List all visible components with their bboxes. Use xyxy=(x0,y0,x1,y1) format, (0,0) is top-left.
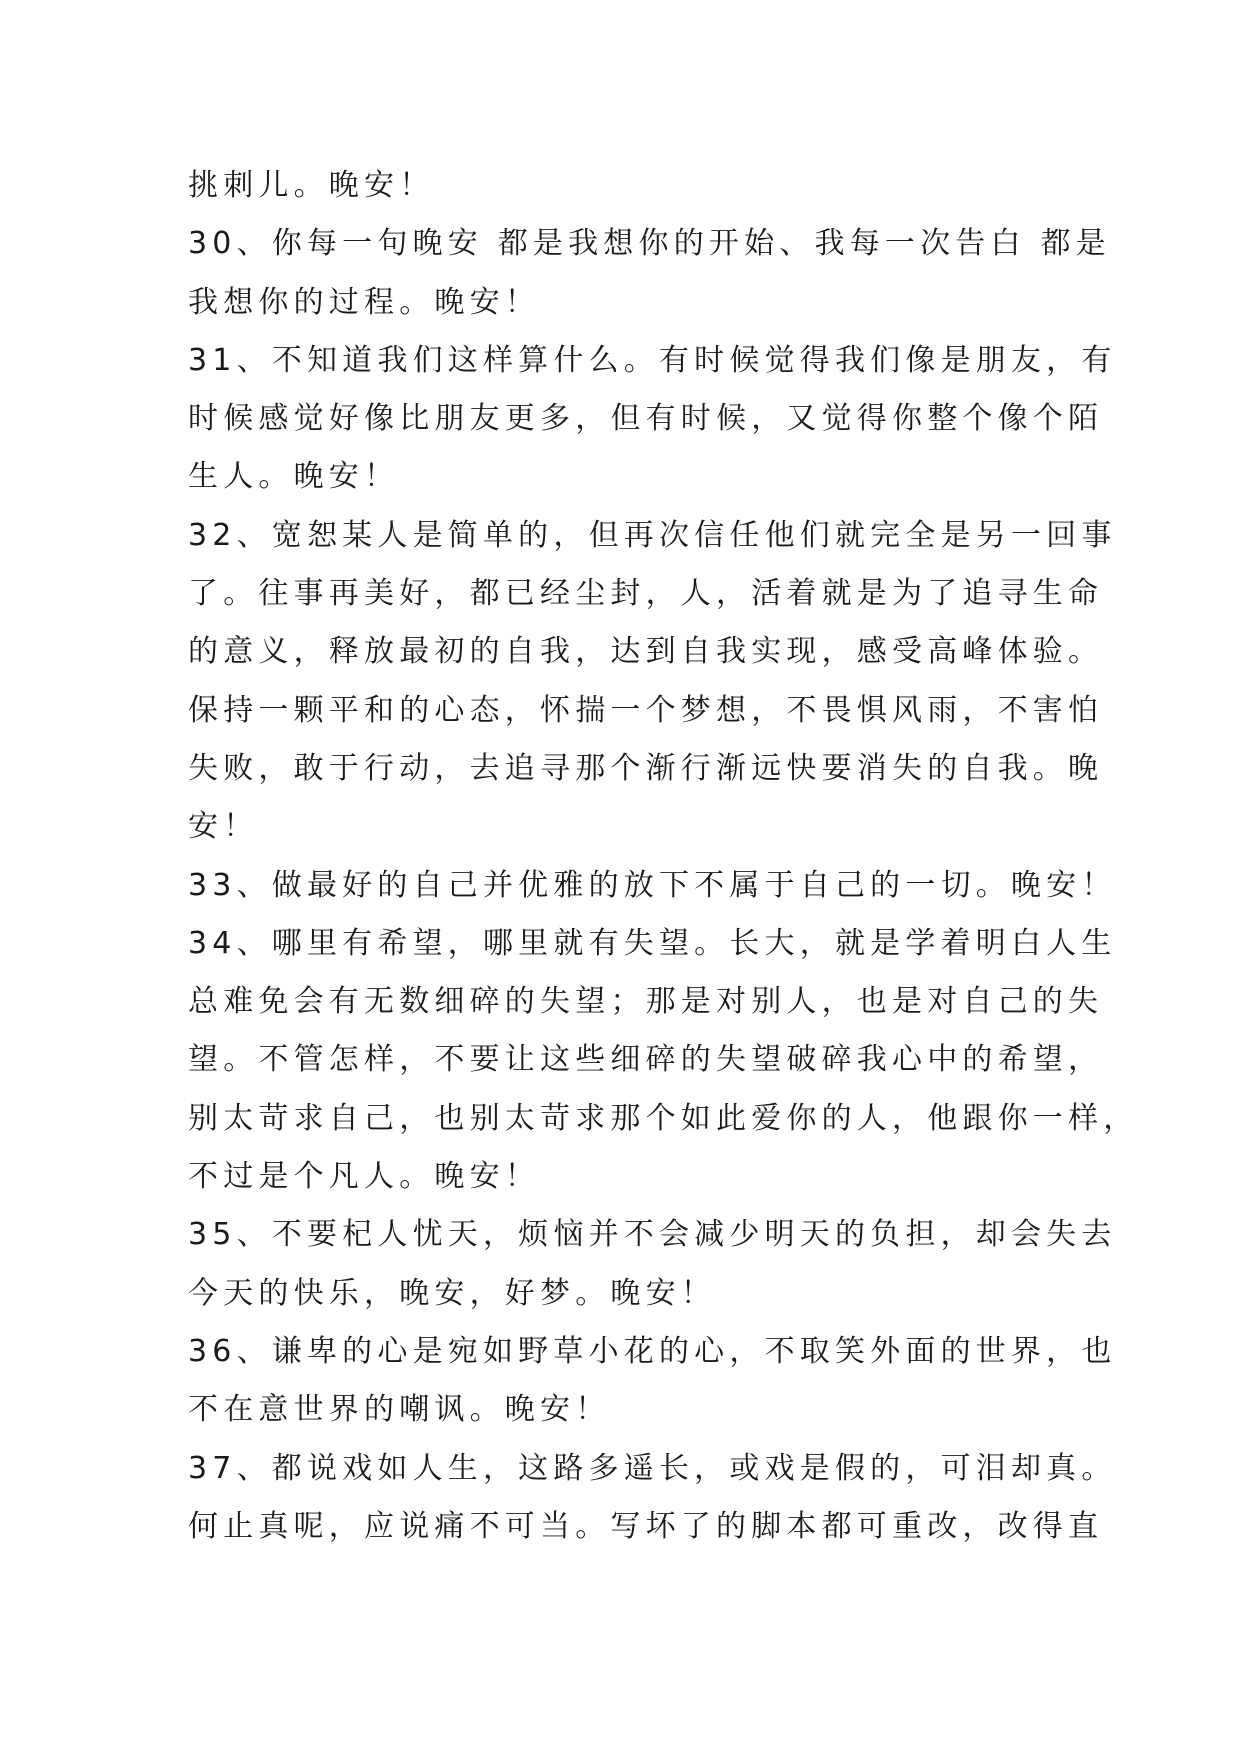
document-body xyxy=(188,157,1139,1556)
text-line: 31、不知道我们这样算什么。有时候觉得我们像是朋友，有 xyxy=(188,342,1117,378)
text-line: 35、不要杞人忧天，烦恼并不会减少明天的负担，却会失去 xyxy=(188,1217,1117,1253)
text-line: 总难免会有无数细碎的失望；那是对别人，也是对自己的失 xyxy=(188,984,1104,1020)
text-line: 37、都说戏如人生，这路多遥长，或戏是假的，可泪却真。 xyxy=(188,1450,1117,1486)
text-line: 34、哪里有希望，哪里就有失望。长大，就是学着明白人生 xyxy=(188,925,1117,961)
text-line: 我想你的过程。晚安！ xyxy=(188,284,540,320)
text-line: 生人。晚安！ xyxy=(188,459,400,495)
text-line: 不过是个凡人。晚安！ xyxy=(188,1159,540,1195)
text-line: 33、做最好的自己并优雅的放下不属于自己的一切。晚安！ xyxy=(188,867,1117,903)
text-line: 别太苛求自己，也别太苛求那个如此爱你的人，他跟你一样， xyxy=(188,1100,1139,1136)
text-line: 挑刺儿。晚安！ xyxy=(188,168,435,203)
text-line: 了。往事再美好，都已经尘封，人，活着就是为了追寻生命 xyxy=(188,576,1104,612)
text-line: 30、你每一句晚安 都是我想你的开始、我每一次告白 都是 xyxy=(188,226,1111,262)
text-line: 何止真呢，应说痛不可当。写坏了的脚本都可重改，改得直 xyxy=(188,1508,1104,1544)
text-line: 保持一颗平和的心态，怀揣一个梦想，不畏惧风雨，不害怕 xyxy=(188,692,1104,728)
text-line: 36、谦卑的心是宛如野草小花的心，不取笑外面的世界，也 xyxy=(188,1333,1117,1369)
text-line: 安！ xyxy=(188,809,259,845)
text-line: 今天的快乐，晚安，好梦。晚安！ xyxy=(188,1275,716,1311)
text-line: 32、宽恕某人是简单的，但再次信任他们就完全是另一回事 xyxy=(188,517,1117,553)
text-line: 时候感觉好像比朋友更多，但有时候，又觉得你整个像个陌 xyxy=(188,401,1104,437)
text-line: 的意义，释放最初的自我，达到自我实现，感受高峰体验。 xyxy=(188,634,1104,670)
text-line: 不在意世界的嘲讽。晚安！ xyxy=(188,1392,611,1428)
text-line: 望。不管怎样，不要让这些细碎的失望破碎我心中的希望， xyxy=(188,1042,1104,1078)
text-line: 失败，敢于行动，去追寻那个渐行渐远快要消失的自我。晚 xyxy=(188,750,1104,786)
